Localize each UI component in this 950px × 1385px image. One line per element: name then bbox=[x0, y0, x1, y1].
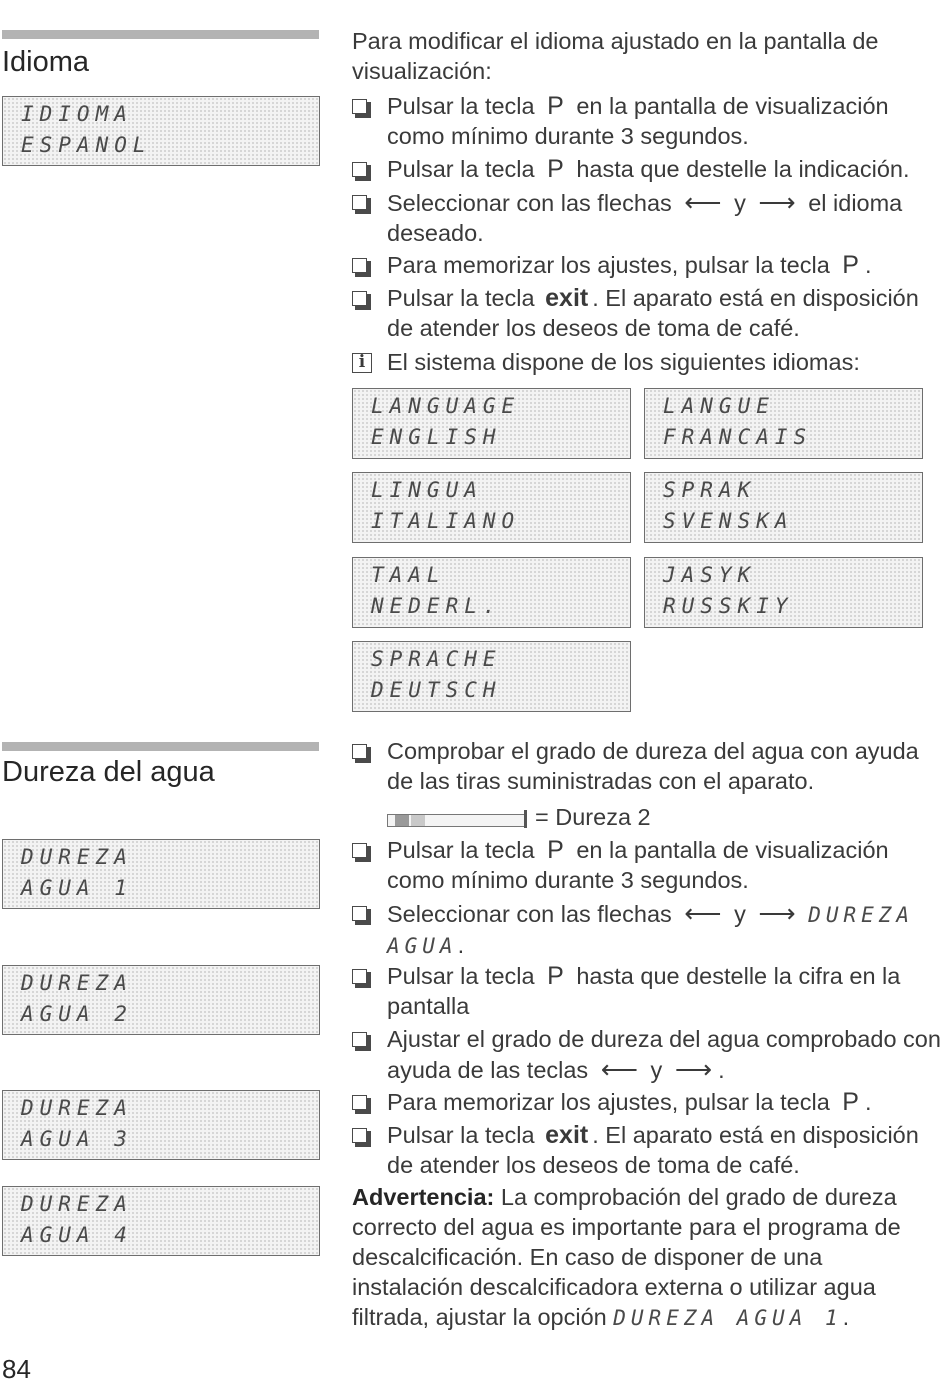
step-text: Pulsar la tecla bbox=[387, 93, 535, 119]
step-item bbox=[352, 250, 942, 280]
lcd-line: LANGUAGE bbox=[371, 394, 521, 418]
lcd-dureza-3 bbox=[2, 1090, 320, 1160]
checkbox-icon bbox=[352, 906, 367, 921]
step-text: Para memorizar los ajustes, pulsar la tecla bbox=[387, 1089, 830, 1115]
checkbox-icon bbox=[352, 1095, 367, 1110]
arrow-left-icon: ⟵ bbox=[684, 898, 722, 928]
lcd-language-dutch bbox=[352, 557, 631, 628]
step-item bbox=[352, 1024, 942, 1085]
arrow-right-icon: ⟶ bbox=[758, 898, 796, 928]
p-key-icon: P bbox=[842, 1088, 859, 1116]
lcd-line: AGUA 4 bbox=[21, 1223, 133, 1247]
lcd-line: DUREZA bbox=[21, 1192, 133, 1216]
lcd-line: JASYK bbox=[663, 563, 757, 587]
step-item bbox=[352, 154, 942, 184]
checkbox-icon bbox=[352, 258, 367, 273]
step-item bbox=[352, 283, 942, 343]
step-item bbox=[352, 1087, 942, 1117]
lcd-line: AGUA 3 bbox=[21, 1127, 133, 1151]
step-text: Pulsar la tecla bbox=[387, 156, 535, 182]
checkbox-icon bbox=[352, 843, 367, 858]
checkbox-icon bbox=[352, 1128, 367, 1143]
step-item bbox=[352, 91, 942, 151]
p-key-icon: P bbox=[547, 836, 564, 864]
step-text: y bbox=[650, 1057, 663, 1083]
checkbox-icon bbox=[352, 99, 367, 114]
lcd-line: ESPANOL bbox=[21, 133, 152, 157]
step-item bbox=[352, 961, 942, 1021]
warning-text: La comprobación del grado de dureza correcto del agua es importante para el programa de descalcificación. En caso de disponer de una instalación descalcificadora externa o utilizar agua filtrada, ajustar la opción bbox=[352, 1184, 901, 1330]
warning-end: . bbox=[842, 1304, 850, 1330]
step-text: Seleccionar con las flechas bbox=[387, 901, 672, 927]
step-text: Para memorizar los ajustes, pulsar la tecla bbox=[387, 252, 830, 278]
section-title-idioma: Idioma bbox=[2, 46, 90, 78]
step-text: Pulsar la tecla bbox=[387, 837, 535, 863]
checkbox-icon bbox=[352, 162, 367, 177]
step-text: en la pantalla de visualización como mínimo durante 3 segundos. bbox=[387, 837, 889, 893]
lcd-language-german bbox=[352, 641, 631, 712]
checkbox-icon bbox=[352, 195, 367, 210]
lcd-line: SPRAK bbox=[663, 478, 757, 502]
step-text: Pulsar la tecla bbox=[387, 1122, 535, 1148]
lcd-line: TAAL bbox=[371, 563, 446, 587]
step-text: Ajustar el grado de dureza del agua comprobado con ayuda de las teclas bbox=[387, 1026, 941, 1083]
page-number: 84 bbox=[2, 1354, 31, 1384]
lcd-line: LINGUA bbox=[371, 478, 483, 502]
checkbox-icon bbox=[352, 291, 367, 306]
lcd-line: ENGLISH bbox=[371, 425, 502, 449]
lcd-inline-text: DUREZA AGUA bbox=[387, 903, 915, 958]
step-text: en la pantalla de visualización como mínimo durante 3 segundos. bbox=[387, 93, 889, 149]
lcd-line: SPRACHE bbox=[371, 647, 502, 671]
lcd-language-english bbox=[352, 388, 631, 459]
strip-legend bbox=[352, 802, 942, 832]
lcd-line: FRANCAIS bbox=[663, 425, 813, 449]
step-text: . bbox=[864, 252, 872, 278]
step-text: hasta que destelle la cifra en la pantalla bbox=[387, 963, 901, 1019]
warning-label: Advertencia: bbox=[352, 1184, 495, 1210]
step-text: y bbox=[734, 901, 746, 927]
step-text: Seleccionar con las flechas bbox=[387, 190, 672, 216]
lcd-line: DUREZA bbox=[21, 845, 133, 869]
lcd-language-italian bbox=[352, 472, 631, 543]
step-text: Pulsar la tecla bbox=[387, 285, 535, 311]
idioma-instructions bbox=[352, 26, 942, 375]
step-item bbox=[352, 835, 942, 895]
step-text: . El aparato está en disposición de atender los deseos de toma de café. bbox=[387, 285, 919, 341]
step-text: . bbox=[457, 932, 465, 958]
step-text: y bbox=[734, 190, 746, 216]
arrow-right-icon: ⟶ bbox=[758, 187, 796, 217]
lcd-dureza-4 bbox=[2, 1186, 320, 1256]
lcd-dureza-1 bbox=[2, 839, 320, 909]
arrow-left-icon: ⟵ bbox=[600, 1054, 638, 1084]
lcd-display-idioma bbox=[2, 96, 320, 166]
arrow-right-icon: ⟶ bbox=[674, 1054, 713, 1084]
step-text: Pulsar la tecla bbox=[387, 963, 535, 989]
step-item bbox=[352, 187, 942, 248]
p-key-icon: P bbox=[547, 92, 564, 120]
lcd-line: RUSSKIY bbox=[663, 594, 794, 618]
intro-text: Para modificar el idioma ajustado en la pantalla de visualización: bbox=[352, 28, 879, 84]
exit-key-icon: exit bbox=[545, 1121, 589, 1149]
p-key-icon: P bbox=[547, 962, 564, 990]
lcd-line: AGUA 2 bbox=[21, 1002, 133, 1026]
checkbox-icon bbox=[352, 744, 367, 759]
lcd-line: DEUTSCH bbox=[371, 678, 502, 702]
step-item bbox=[352, 736, 942, 796]
lcd-dureza-2 bbox=[2, 965, 320, 1035]
strip-caption: = Dureza 2 bbox=[535, 804, 651, 830]
info-icon: i bbox=[352, 353, 372, 373]
checkbox-icon bbox=[352, 969, 367, 984]
p-key-icon: P bbox=[842, 251, 859, 279]
exit-key-icon: exit bbox=[545, 284, 589, 312]
lcd-line: SVENSKA bbox=[663, 509, 794, 533]
checkbox-icon bbox=[352, 1032, 367, 1047]
dureza-instructions bbox=[352, 736, 942, 1336]
lcd-line: LANGUE bbox=[663, 394, 775, 418]
test-strip-icon bbox=[387, 810, 527, 828]
step-text: . El aparato está en disposición de atender los deseos de toma de café. bbox=[387, 1122, 919, 1178]
lcd-inline-text: DUREZA AGUA 1 bbox=[613, 1306, 843, 1330]
lcd-line: NEDERL. bbox=[371, 594, 502, 618]
step-item bbox=[352, 898, 942, 961]
step-text: Comprobar el grado de dureza del agua con ayuda de las tiras suministradas con el aparato. bbox=[387, 738, 919, 794]
step-item bbox=[352, 1120, 942, 1180]
lcd-line: AGUA 1 bbox=[21, 876, 133, 900]
lcd-language-swedish bbox=[644, 472, 923, 543]
info-item bbox=[352, 347, 942, 377]
step-text: . bbox=[718, 1057, 725, 1083]
step-text: . bbox=[864, 1089, 872, 1115]
arrow-left-icon: ⟵ bbox=[684, 187, 722, 217]
lcd-language-french bbox=[644, 388, 923, 459]
lcd-language-russian bbox=[644, 557, 923, 628]
step-text: hasta que destelle la indicación. bbox=[576, 156, 910, 182]
info-text: El sistema dispone de los siguientes idiomas: bbox=[387, 349, 860, 375]
warning-paragraph bbox=[352, 1182, 927, 1333]
lcd-line: ITALIANO bbox=[371, 509, 521, 533]
lcd-line: DUREZA bbox=[21, 971, 133, 995]
lcd-line: IDIOMA bbox=[21, 102, 133, 126]
section-rule-idioma bbox=[2, 30, 319, 39]
p-key-icon: P bbox=[547, 155, 564, 183]
section-rule-dureza bbox=[2, 742, 319, 751]
step-text: el idioma deseado. bbox=[387, 190, 903, 246]
section-title-dureza: Dureza del agua bbox=[2, 756, 215, 788]
lcd-line: DUREZA bbox=[21, 1096, 133, 1120]
